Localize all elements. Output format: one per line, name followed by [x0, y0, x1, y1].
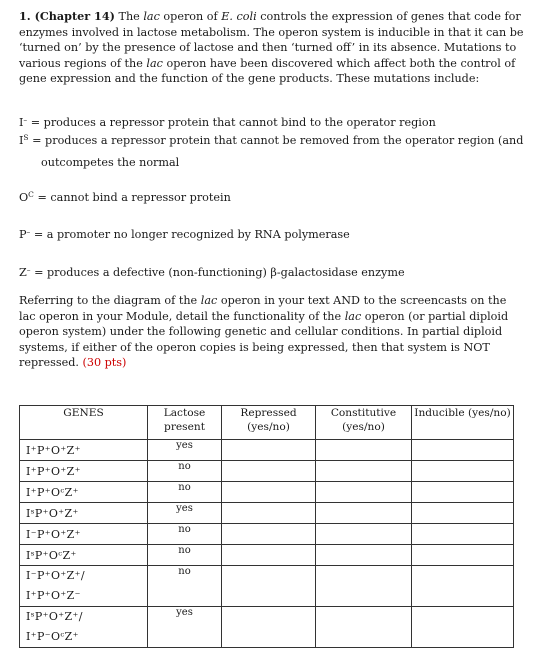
lactose-cell: yes	[148, 440, 222, 461]
mutation-z-minus	[19, 266, 405, 279]
table-row	[20, 524, 514, 545]
genotype-cell	[20, 566, 148, 607]
table-header-row	[20, 406, 514, 440]
lac-italic: lac	[143, 10, 160, 23]
genotype-cell	[20, 607, 148, 648]
gene-symbol: O	[19, 191, 29, 204]
header-lactose: Lactose present	[148, 406, 222, 440]
repressed-answer-cell[interactable]	[222, 440, 316, 461]
instructions	[19, 293, 525, 371]
header-constitutive: Constitutive (yes/no)	[316, 406, 412, 440]
mutation-i-s-cont	[41, 156, 179, 169]
lactose-cell: yes	[148, 607, 222, 648]
gene-symbol: I	[19, 116, 24, 129]
instructions-text: operon in your text AND to the screencasts on the lac operon in your Module, detail the functionality of the	[19, 294, 507, 323]
lac-italic: lac	[200, 294, 218, 307]
lactose-cell: no	[148, 545, 222, 566]
inducible-answer-cell[interactable]	[412, 524, 514, 545]
mutation-description: outcompetes the normal	[41, 156, 180, 169]
mutation-description: = produces a repressor protein that cannot bind to the operator region	[30, 116, 436, 129]
lactose-cell: no	[148, 524, 222, 545]
constitutive-answer-cell[interactable]	[316, 461, 412, 482]
mutation-description: = produces a repressor protein that cannot be removed from the operator region (and	[32, 134, 524, 147]
constitutive-answer-cell[interactable]	[316, 545, 412, 566]
header-repressed: Repressed (yes/no)	[222, 406, 316, 440]
genes-table	[19, 405, 514, 648]
gene-symbol: Z	[19, 266, 27, 279]
inducible-answer-cell[interactable]	[412, 503, 514, 524]
genotype-line-2: I⁺P⁻OᶜZ⁺	[26, 630, 79, 643]
inducible-answer-cell[interactable]	[412, 482, 514, 503]
inducible-answer-cell[interactable]	[412, 566, 514, 607]
table-row	[20, 503, 514, 524]
genotype-line-1: IˢP⁺O⁺Z⁺/	[26, 610, 83, 623]
genotype-line-2: I⁺P⁺O⁺Z⁻	[26, 589, 81, 602]
genotype-cell: I⁺P⁺O⁺Z⁺	[20, 440, 148, 461]
mutation-description: = a promoter no longer recognized by RNA polymerase	[33, 228, 350, 241]
inducible-answer-cell[interactable]	[412, 461, 514, 482]
mutation-i-minus	[19, 116, 436, 129]
ecoli-italic: E. coli	[221, 10, 257, 23]
repressed-answer-cell[interactable]	[222, 461, 316, 482]
intro-text: controls the expression of genes that code for enzymes involved in lactose metabolism. The operon system is inducible in that it can be ‘turned on’ by the presence of lactose and then ‘turned off’ in its absence. Mutations to various regions of the	[19, 10, 524, 70]
repressed-answer-cell[interactable]	[222, 482, 316, 503]
genotype-line-1: I⁻P⁺O⁺Z⁺/	[26, 569, 85, 582]
table-row	[20, 566, 514, 607]
constitutive-answer-cell[interactable]	[316, 607, 412, 648]
intro-text: The	[118, 10, 140, 23]
genotype-cell: I⁻P⁺O⁺Z⁺	[20, 524, 148, 545]
repressed-answer-cell[interactable]	[222, 524, 316, 545]
lac-italic: lac	[344, 309, 362, 323]
genotype-cell: I⁺P⁺OᶜZ⁺	[20, 482, 148, 503]
gene-symbol: P	[19, 228, 27, 241]
question-intro	[19, 9, 525, 87]
repressed-answer-cell[interactable]	[222, 607, 316, 648]
inducible-answer-cell[interactable]	[412, 607, 514, 648]
table-row	[20, 545, 514, 566]
gene-superscript: S	[23, 133, 29, 142]
question-heading: 1. (Chapter 14)	[19, 9, 115, 23]
lac-italic: lac	[146, 56, 163, 70]
mutation-description: = cannot bind a repressor protein	[37, 191, 231, 204]
gene-superscript: C	[28, 190, 34, 199]
gene-superscript: –	[26, 265, 31, 274]
table-row	[20, 461, 514, 482]
repressed-answer-cell[interactable]	[222, 545, 316, 566]
mutation-o-c	[19, 191, 231, 204]
mutation-description: = produces a defective (non-functioning) β-galactosidase enzyme	[34, 266, 405, 279]
mutation-i-s	[19, 134, 523, 147]
table-row	[20, 482, 514, 503]
genotype-cell: IˢP⁺OᶜZ⁺	[20, 545, 148, 566]
lactose-cell: no	[148, 482, 222, 503]
points-label: (30 pts)	[82, 356, 127, 370]
table-row	[20, 607, 514, 648]
header-inducible: Inducible (yes/no)	[412, 406, 514, 440]
table-row	[20, 440, 514, 461]
mutation-p-minus	[19, 228, 350, 241]
gene-superscript: –	[26, 227, 31, 236]
lactose-cell: no	[148, 566, 222, 607]
intro-text: operon have been discovered which affect both the control of gene expression and the function of the gene products. These mutations include:	[19, 56, 516, 86]
gene-symbol: I	[19, 134, 24, 147]
inducible-answer-cell[interactable]	[412, 545, 514, 566]
instructions-text: operon (or partial diploid operon system) under the following genetic and cellular conditions. In partial diploid systems, if either of the operon copies is being expressed, then that system is NOT repressed.	[19, 309, 509, 370]
gene-superscript: –	[23, 115, 28, 124]
lactose-cell: yes	[148, 503, 222, 524]
lactose-cell: no	[148, 461, 222, 482]
repressed-answer-cell[interactable]	[222, 503, 316, 524]
constitutive-answer-cell[interactable]	[316, 503, 412, 524]
instructions-text: Referring to the diagram of the	[19, 294, 198, 307]
genotype-cell: IˢP⁺O⁺Z⁺	[20, 503, 148, 524]
constitutive-answer-cell[interactable]	[316, 566, 412, 607]
constitutive-answer-cell[interactable]	[316, 524, 412, 545]
repressed-answer-cell[interactable]	[222, 566, 316, 607]
header-genes: GENES	[20, 406, 148, 440]
inducible-answer-cell[interactable]	[412, 440, 514, 461]
constitutive-answer-cell[interactable]	[316, 440, 412, 461]
intro-text: operon of	[163, 10, 218, 23]
genotype-cell: I⁺P⁺O⁺Z⁺	[20, 461, 148, 482]
constitutive-answer-cell[interactable]	[316, 482, 412, 503]
